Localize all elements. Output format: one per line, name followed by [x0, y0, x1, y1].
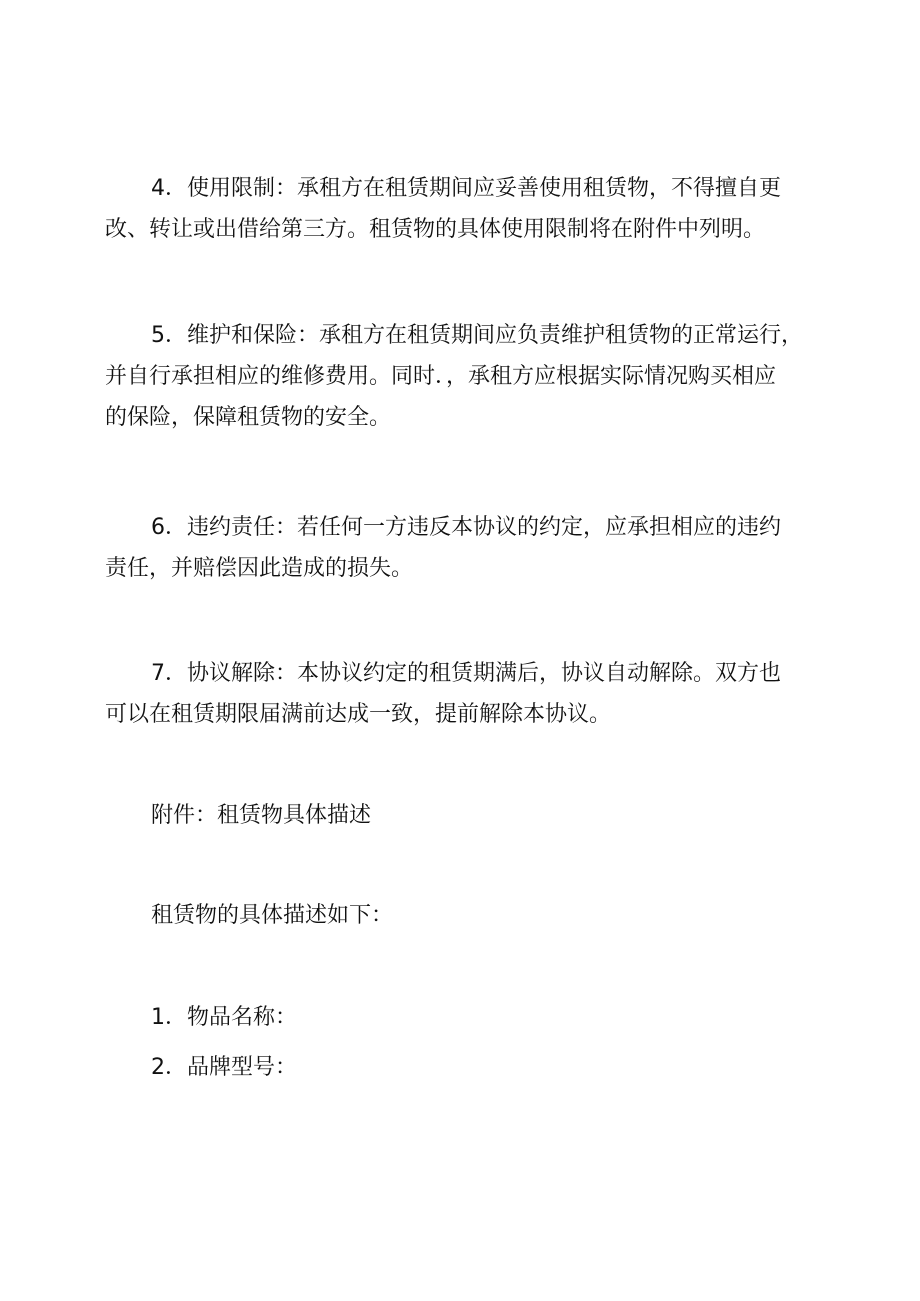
item-brand-model: 2．品牌型号：	[151, 1055, 297, 1080]
clause-4-line-2: 改、转让或出借给第三方。租赁物的具体使用限制将在附件中列明。	[105, 217, 766, 242]
attachment-intro: 租赁物的具体描述如下：	[151, 903, 394, 928]
clause-4-line-1: 4．使用限制：承租方在租赁期间应妥善使用租赁物，不得擅自更	[151, 176, 781, 201]
clause-6	[105, 507, 817, 589]
clause-7	[105, 653, 817, 735]
clause-5	[105, 315, 817, 438]
clause-5-line-1: 5．维护和保险：承租方在租赁期间应负责维护租赁物的正常运行，	[151, 323, 803, 348]
clause-6-line-2: 责任，并赔偿因此造成的损失。	[105, 556, 414, 581]
clause-5-line-3: 的保险，保障租赁物的安全。	[105, 405, 392, 430]
attachment-title: 附件：租赁物具体描述	[151, 803, 372, 828]
clause-6-line-1: 6．违约责任：若任何一方违反本协议的约定，应承担相应的违约	[151, 515, 781, 540]
clause-7-line-2: 可以在租赁期限届满前达成一致，提前解除本协议。	[105, 702, 612, 727]
clause-7-line-1: 7．协议解除：本协议约定的租赁期满后，协议自动解除。双方也	[151, 661, 781, 686]
clause-4	[105, 168, 817, 250]
clause-5-line-2: 并自行承担相应的维修费用。同时．，承租方应根据实际情况购买相应	[105, 364, 777, 389]
item-name: 1．物品名称：	[151, 1005, 297, 1030]
